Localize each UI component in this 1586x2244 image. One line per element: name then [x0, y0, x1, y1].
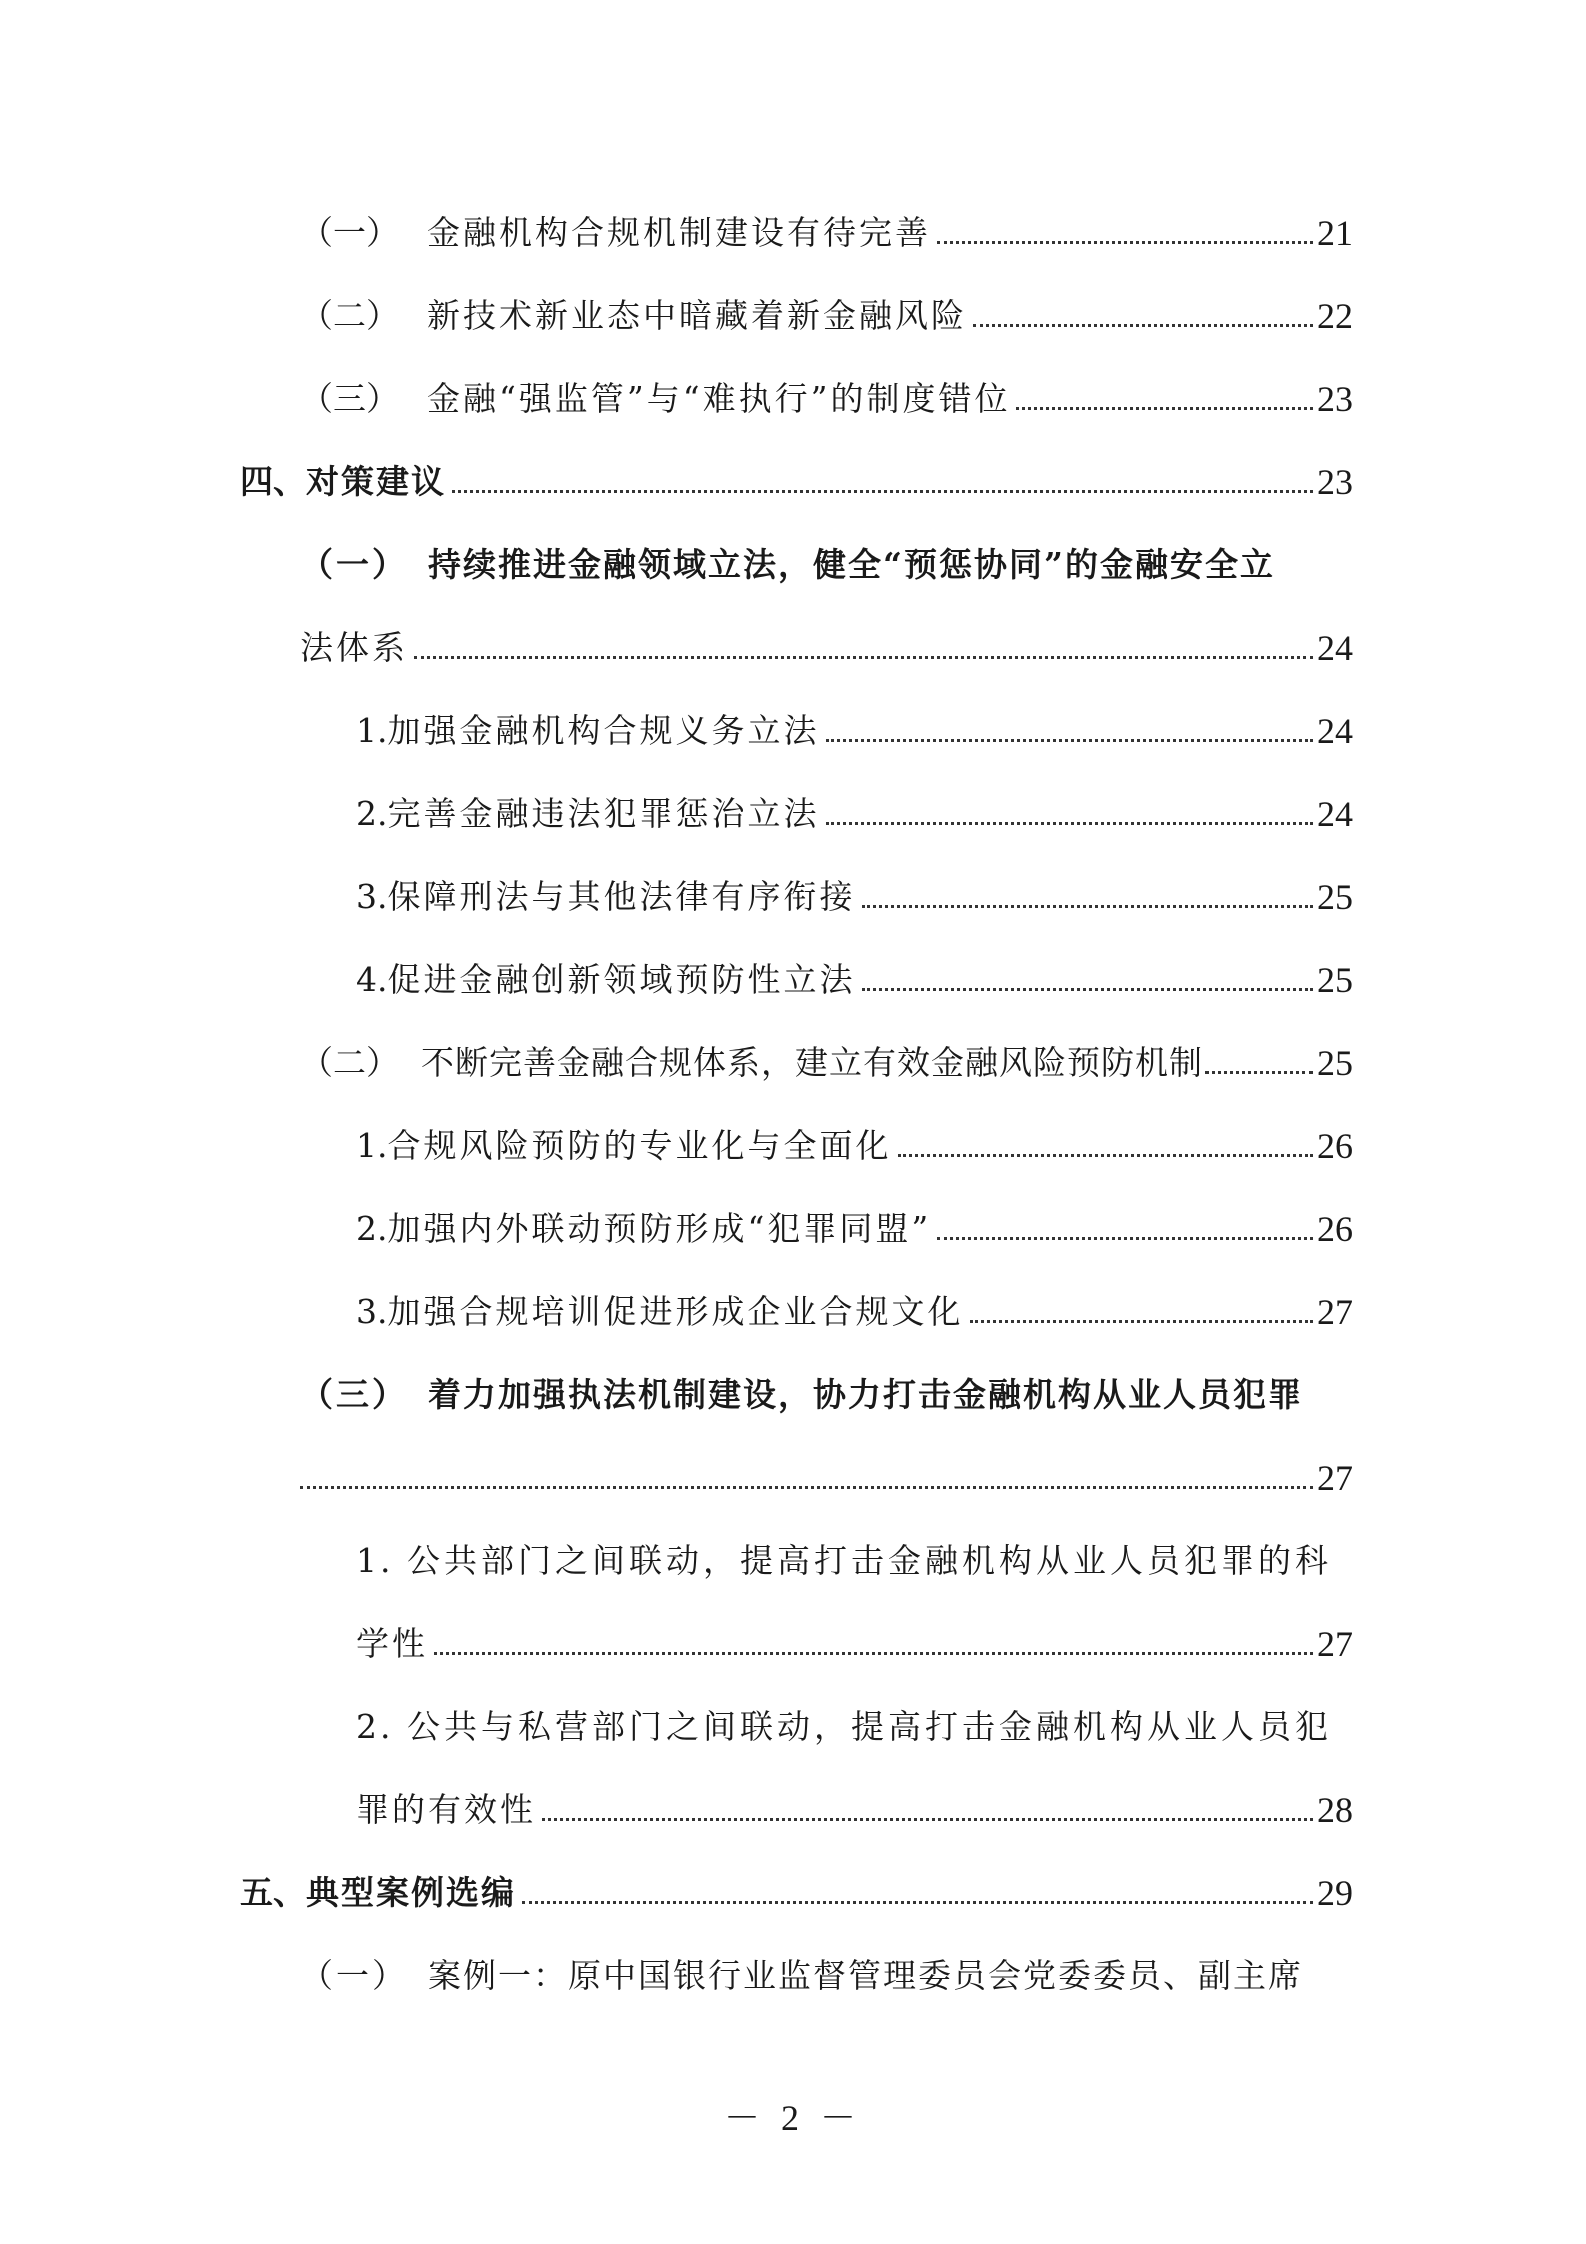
toc-leader-dots	[414, 656, 1313, 659]
toc-entry-page: 29	[1317, 1873, 1353, 1913]
toc-entry-page: 24	[1317, 628, 1353, 668]
toc-entry-number: （一）	[300, 1956, 408, 1995]
toc-entry-number: 2.	[356, 1707, 407, 1746]
toc-entry-page: 25	[1317, 1043, 1353, 1083]
toc-subentry[interactable]	[356, 1541, 1332, 1581]
toc-entry[interactable]	[300, 545, 1275, 585]
toc-entry-number: （三）	[300, 1375, 408, 1414]
toc-entry-number: （一）	[300, 545, 408, 584]
toc-leader-dots	[973, 324, 1313, 327]
toc-entry-title-cont: 罪的有效性	[356, 1790, 536, 1829]
toc-entry-title: 案例一：原中国银行业监督管理委员会党委委员、副主席	[428, 1956, 1303, 1995]
toc-entry-page: 21	[1317, 213, 1353, 253]
toc-entry-title: 对策建议	[306, 462, 446, 501]
toc-subentry[interactable]	[356, 1126, 1353, 1166]
toc-entry-number: （二）	[300, 296, 399, 335]
toc-entry-title: 公共与私营部门之间联动，提高打击金融机构从业人员犯	[406, 1707, 1332, 1746]
toc-entry-page: 26	[1317, 1209, 1353, 1249]
toc-leader-dots	[542, 1818, 1313, 1821]
toc-entry-continuation[interactable]	[356, 1790, 1353, 1830]
toc-entry-continuation[interactable]	[300, 1458, 1353, 1498]
toc-entry-continuation[interactable]	[356, 1624, 1353, 1664]
toc-entry-title: 金融机构合规机制建设有待完善	[427, 213, 931, 252]
toc-subentry[interactable]	[356, 794, 1353, 834]
toc-entry-continuation[interactable]	[300, 628, 1353, 668]
toc-entry-title-cont: 法体系	[300, 628, 408, 667]
toc-entry-page: 24	[1317, 794, 1353, 834]
toc-entry-number: （二）	[300, 1043, 399, 1082]
toc-entry-title: 典型案例选编	[306, 1873, 516, 1912]
toc-entry-title: 着力加强执法机制建设，协力打击金融机构从业人员犯罪	[428, 1375, 1303, 1414]
toc-entry[interactable]	[300, 296, 1353, 336]
toc-entry-page: 22	[1317, 296, 1353, 336]
toc-entry-number: 2.	[356, 1209, 388, 1248]
toc-entry-title: 公共部门之间联动，提高打击金融机构从业人员犯罪的科	[406, 1541, 1332, 1580]
toc-leader-dots	[452, 490, 1313, 493]
toc-leader-dots	[826, 739, 1314, 742]
toc-subentry[interactable]	[356, 1292, 1353, 1332]
toc-entry-title: 金融“强监管”与“难执行”的制度错位	[427, 379, 1011, 418]
toc-entry-page: 26	[1317, 1126, 1353, 1166]
toc-entry-page: 23	[1317, 462, 1353, 502]
toc-entry[interactable]	[300, 1043, 1353, 1083]
toc-entry-number: 2.	[356, 794, 388, 833]
toc-entry-title: 不断完善金融合规体系，建立有效金融风险预防机制	[421, 1043, 1203, 1082]
toc-entry-number: 1.	[356, 1541, 407, 1580]
toc-entry-title-cont: 学性	[356, 1624, 428, 1663]
toc-entry-number: 3.	[356, 1292, 388, 1331]
toc-leader-dots	[970, 1320, 1314, 1323]
toc-entry-number: 四、	[240, 462, 306, 501]
toc-chapter-entry[interactable]	[240, 462, 1353, 502]
toc-entry-title: 加强内外联动预防形成“犯罪同盟”	[387, 1209, 932, 1248]
toc-entry-title: 保障刑法与其他法律有序衔接	[387, 877, 856, 916]
toc-entry-number: 1.	[356, 1126, 388, 1165]
toc-leader-dots	[898, 1154, 1314, 1157]
toc-entry-page: 23	[1317, 379, 1353, 419]
toc-entry-title: 新技术新业态中暗藏着新金融风险	[427, 296, 967, 335]
toc-entry-page: 27	[1317, 1624, 1353, 1664]
toc-entry-title: 合规风险预防的专业化与全面化	[387, 1126, 892, 1165]
toc-entry-title: 完善金融违法犯罪惩治立法	[387, 794, 820, 833]
toc-entry-number: 4.	[356, 960, 388, 999]
toc-entry-title: 加强合规培训促进形成企业合规文化	[387, 1292, 964, 1331]
toc-leader-dots	[522, 1901, 1313, 1904]
toc-entry[interactable]	[300, 379, 1353, 419]
toc-entry[interactable]	[300, 213, 1353, 253]
toc-subentry[interactable]	[356, 1707, 1332, 1747]
toc-entry-number: （一）	[300, 213, 399, 252]
toc-leader-dots	[937, 1237, 1313, 1240]
toc-entry-page: 27	[1317, 1458, 1353, 1498]
toc-leader-dots	[1016, 407, 1313, 410]
toc-entry-title: 持续推进金融领域立法，健全“预惩协同”的金融安全立	[428, 545, 1275, 584]
toc-leader-dots	[862, 988, 1314, 991]
toc-leader-dots	[1205, 1071, 1313, 1074]
toc-leader-dots	[434, 1652, 1313, 1655]
toc-entry-title: 促进金融创新领域预防性立法	[387, 960, 856, 999]
toc-leader-dots	[826, 822, 1314, 825]
toc-entry[interactable]	[300, 1956, 1303, 1996]
toc-entry-page: 25	[1317, 877, 1353, 917]
toc-entry-number: 五、	[240, 1873, 306, 1912]
toc-entry-page: 28	[1317, 1790, 1353, 1830]
toc-entry[interactable]	[300, 1375, 1303, 1415]
toc-leader-dots	[937, 241, 1313, 244]
toc-entry-page: 24	[1317, 711, 1353, 751]
toc-leader-dots	[300, 1486, 1313, 1489]
toc-leader-dots	[862, 905, 1314, 908]
toc-entry-number: 1.	[356, 711, 388, 750]
toc-subentry[interactable]	[356, 960, 1353, 1000]
toc-subentry[interactable]	[356, 1209, 1353, 1249]
toc-entry-number: （三）	[300, 379, 399, 418]
toc-entry-number: 3.	[356, 877, 388, 916]
toc-entry-page: 25	[1317, 960, 1353, 1000]
toc-entry-title: 加强金融机构合规义务立法	[387, 711, 820, 750]
page-number: － 2 －	[723, 2098, 862, 2138]
toc-entry-page: 27	[1317, 1292, 1353, 1332]
toc-chapter-entry[interactable]	[240, 1873, 1353, 1913]
toc-subentry[interactable]	[356, 877, 1353, 917]
toc-subentry[interactable]	[356, 711, 1353, 751]
